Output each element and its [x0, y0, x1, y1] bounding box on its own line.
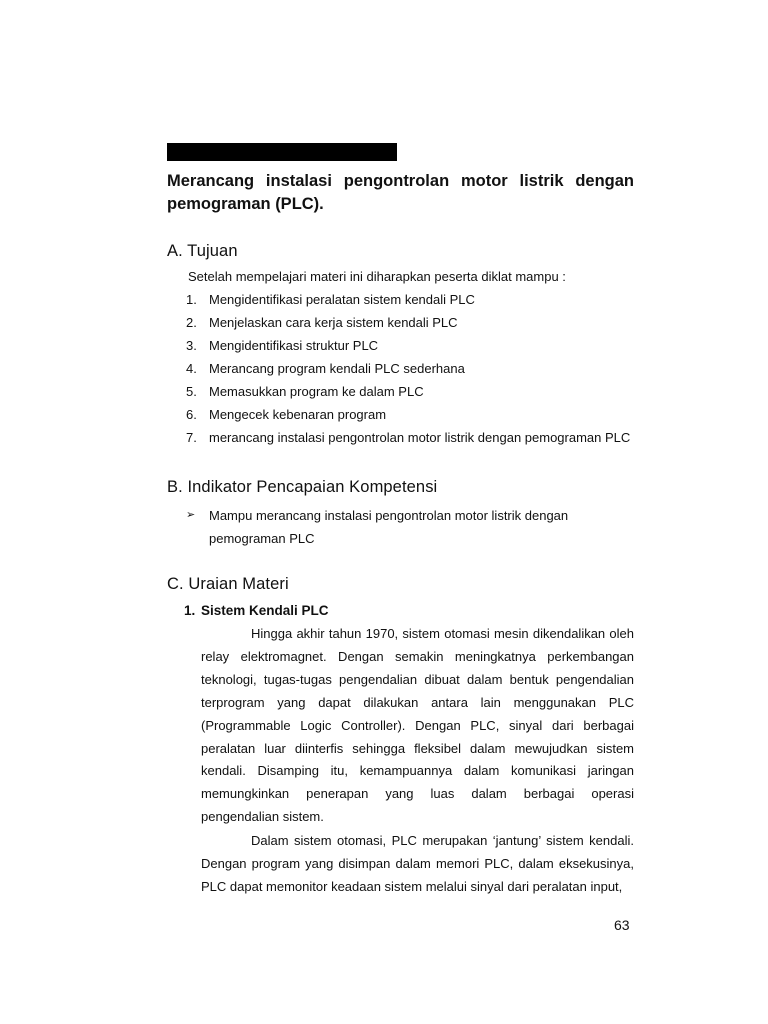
- section-a-intro: Setelah mempelajari materi ini diharapkan peserta diklat mampu :: [188, 269, 566, 284]
- subsection-number: 1.: [184, 603, 196, 618]
- subsection-heading: [184, 601, 329, 621]
- list-item-text: Mengecek kebenaran program: [209, 407, 387, 422]
- list-number: 6.: [186, 407, 197, 422]
- list-item: [186, 359, 630, 382]
- paragraph: [201, 830, 634, 899]
- list-number: 7.: [186, 430, 197, 445]
- list-item: [186, 382, 630, 405]
- list-item-text: merancang instalasi pengontrolan motor listrik dengan pemograman PLC: [209, 430, 631, 445]
- document-title: Merancang instalasi pengontrolan motor listrik dengan pemograman (PLC).: [167, 172, 634, 213]
- list-item-text: Menjelaskan cara kerja sistem kendali PLC: [209, 315, 458, 330]
- section-a-heading: A. Tujuan: [167, 242, 238, 260]
- section-b-heading: B. Indikator Pencapaian Kompetensi: [167, 478, 438, 496]
- paragraph-text: Hingga akhir tahun 1970, sistem otomasi mesin dikendalikan oleh relay elektromagnet. Dengan semakin meningkatnya perkembangan teknologi, tugas-tugas pengendalian dibuat dalam bentuk pengendalian terprogram yang dapat dilakukan antara lain menggunakan PLC (Programmable Logic Controller). Dengan PLC, sinyal dari berbagai peralatan luar diinterfis sehingga fleksibel dalam mewujudkan sistem kendali. Disamping itu, kemampuannya dalam komunikasi jaringan memungkinkan penerapan yang luas dalam berbagai operasi pengendalian sistem.: [201, 626, 634, 825]
- arrowhead-bullet-icon: ➢: [186, 509, 196, 521]
- page-number: 63: [614, 917, 630, 933]
- list-item: [186, 336, 630, 359]
- list-number: 3.: [186, 338, 197, 353]
- section-c-heading: C. Uraian Materi: [167, 575, 289, 593]
- redaction-bar: [167, 143, 397, 161]
- subsection-title: Sistem Kendali PLC: [201, 603, 329, 618]
- paragraph-text: Dalam sistem otomasi, PLC merupakan ‘jantung’ sistem kendali. Dengan program yang disimpan dalam memori PLC, dalam eksekusinya, PLC dapat memonitor keadaan sistem melalui sinyal dari peralatan input,: [201, 833, 634, 894]
- list-item-text: Memasukkan program ke dalam PLC: [209, 384, 424, 399]
- objectives-list: [186, 290, 630, 451]
- list-item: [186, 313, 630, 336]
- list-number: 1.: [186, 292, 197, 307]
- list-item-text: Mengidentifikasi peralatan sistem kendali PLC: [209, 292, 475, 307]
- list-item-text: Mengidentifikasi struktur PLC: [209, 338, 379, 353]
- list-number: 4.: [186, 361, 197, 376]
- list-number: 5.: [186, 384, 197, 399]
- list-item: [186, 428, 630, 451]
- list-item-text: Merancang program kendali PLC sederhana: [209, 361, 465, 376]
- bullet-text: Mampu merancang instalasi pengontrolan motor listrik dengan pemograman PLC: [209, 508, 569, 546]
- list-number: 2.: [186, 315, 197, 330]
- list-item: [186, 405, 630, 428]
- list-item: [186, 290, 630, 313]
- paragraph: [201, 623, 634, 829]
